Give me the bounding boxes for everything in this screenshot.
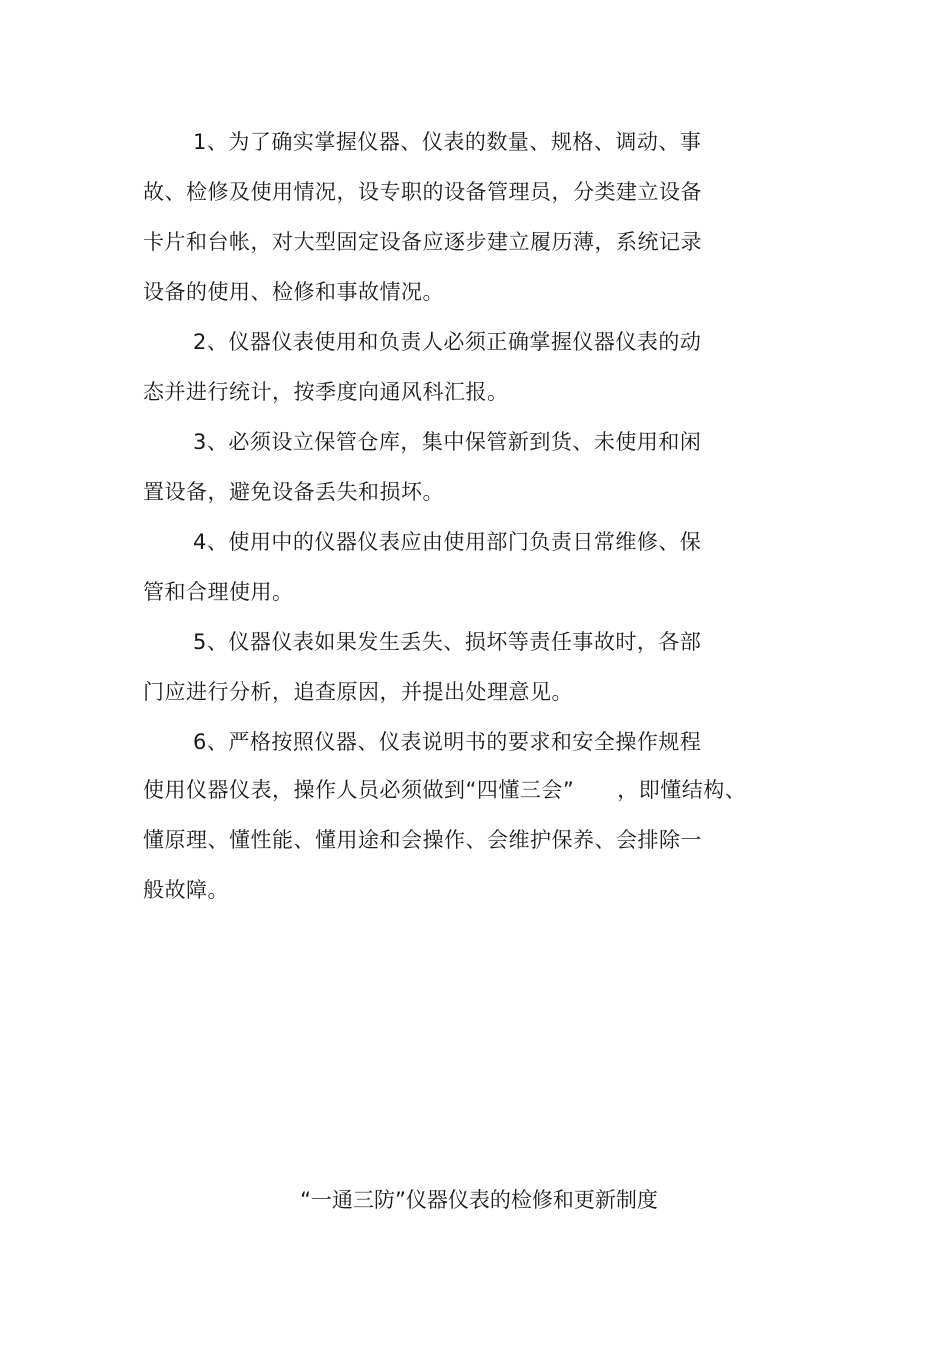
- paragraph-3-line-1: 3、必须设立保管仓库，集中保管新到货、未使用和闲: [193, 430, 702, 454]
- paragraph-1-line-4: 设备的使用、检修和事故情况。: [143, 280, 444, 304]
- paragraph-1-line-2: 故、检修及使用情况，设专职的设备管理员，分类建立设备: [143, 180, 702, 204]
- paragraph-5-line-1: 5、仪器仪表如果发生丢失、损坏等责任事故时，各部: [193, 630, 702, 654]
- paragraph-6-line-1: 6、严格按照仪器、仪表说明书的要求和安全操作规程: [193, 730, 702, 754]
- paragraph-4-line-2: 管和合理使用。: [143, 580, 294, 604]
- paragraph-6-line-2: 使用仪器仪表，操作人员必须做到“四懂三会” ，即懂结构、: [143, 778, 747, 802]
- paragraph-6-line-4: 般故障。: [143, 878, 229, 902]
- paragraph-2-line-2: 态并进行统计，按季度向通风科汇报。: [143, 380, 509, 404]
- paragraph-1-line-1: 1、为了确实掌握仪器、仪表的数量、规格、调动、事: [193, 130, 702, 154]
- section-title: “一通三防”仪器仪表的检修和更新制度: [300, 1188, 658, 1212]
- paragraph-5-line-2: 门应进行分析，追查原因，并提出处理意见。: [143, 680, 573, 704]
- paragraph-1-line-3: 卡片和台帐，对大型固定设备应逐步建立履历薄，系统记录: [143, 230, 702, 254]
- paragraph-3-line-2: 置设备，避免设备丢失和损坏。: [143, 480, 444, 504]
- paragraph-6-line-3: 懂原理、懂性能、懂用途和会操作、会维护保养、会排除一: [143, 828, 702, 852]
- paragraph-4-line-1: 4、使用中的仪器仪表应由使用部门负责日常维修、保: [193, 530, 702, 554]
- paragraph-2-line-1: 2、仪器仪表使用和负责人必须正确掌握仪器仪表的动: [193, 330, 702, 354]
